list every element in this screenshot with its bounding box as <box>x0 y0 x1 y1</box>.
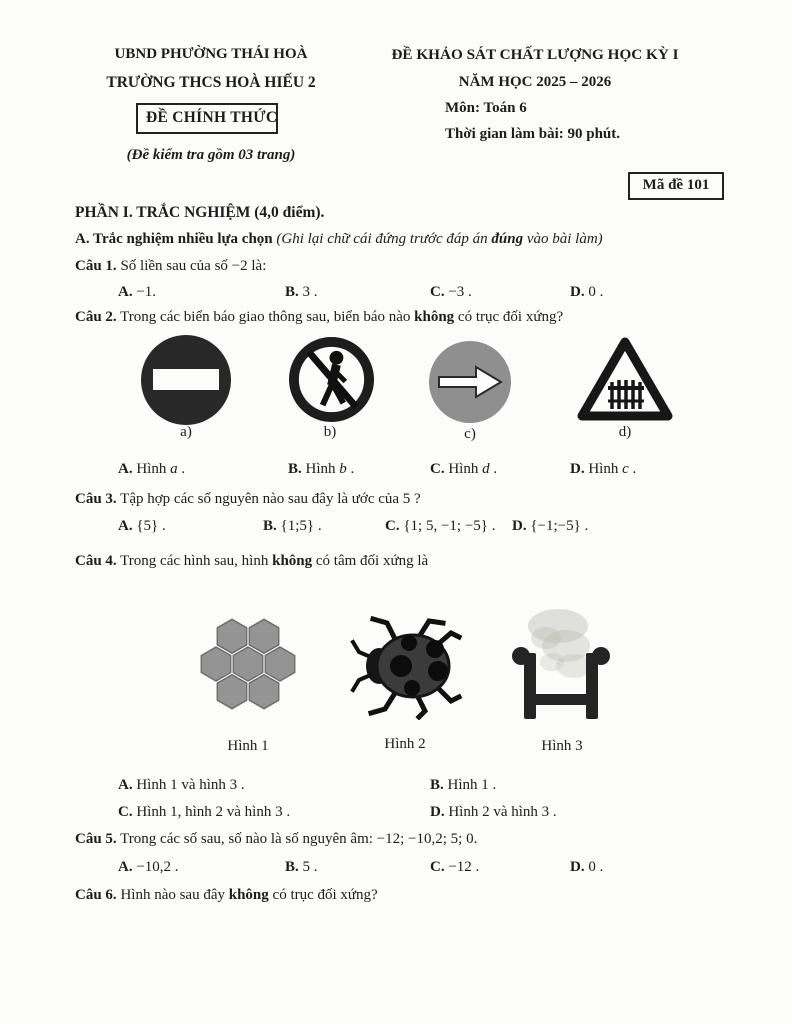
question-4-label: Câu 4. <box>75 553 117 569</box>
part1-heading: PHẦN I. TRẮC NGHIỆM (4,0 điểm). <box>75 204 325 221</box>
figure-1-caption: Hình 1 <box>227 738 269 754</box>
q4-option-c: C. Hình 1, hình 2 và hình 3 . <box>118 804 291 820</box>
q1-option-d: D. 0 . <box>570 284 604 300</box>
q1-option-a: A. −1. <box>118 284 157 300</box>
figure-2-caption: Hình 2 <box>384 736 426 752</box>
q4-option-b: B. Hình 1 . <box>430 777 497 793</box>
question-6-text-pre: Hình nào sau đây <box>116 887 229 903</box>
q3-option-d: D. {−1;−5} . <box>512 518 589 534</box>
question-6-text-post: có trục đối xứng? <box>268 887 378 903</box>
official-exam-box <box>136 103 278 134</box>
no-pedestrian-sign-icon <box>288 336 375 423</box>
q3-option-c: C. {1; 5, −1; −5} . <box>385 518 496 534</box>
question-2-text-bold: không <box>414 309 455 325</box>
q2-option-d: D. Hình c . <box>570 461 637 477</box>
no-entry-sign-icon <box>140 334 232 426</box>
question-3-text: Tập hợp các số nguyên nào sau đây là ước của 5 ? <box>116 491 421 507</box>
honeycomb-figure-icon <box>195 608 301 720</box>
question-2 <box>75 309 563 326</box>
bench-figure-icon <box>508 604 614 726</box>
question-6 <box>75 887 378 904</box>
question-6-text-bold: không <box>228 887 269 903</box>
school-name: TRƯỜNG THCS HOÀ HIẾU 2 <box>106 74 316 91</box>
question-2-text-pre: Trong các biển báo giao thông sau, biển báo nào <box>116 309 415 325</box>
question-1-label: Câu 1. <box>75 258 117 274</box>
one-way-arrow-sign-icon <box>428 340 512 424</box>
sign-label-b: b) <box>323 424 337 440</box>
figure-3-caption: Hình 3 <box>541 738 583 754</box>
q2-option-b: B. Hình b . <box>288 461 355 477</box>
question-4-text-post: có tâm đối xứng là <box>312 553 429 569</box>
school-year: NĂM HỌC 2025 – 2026 <box>458 74 612 90</box>
q1-option-c: C. −3 . <box>430 284 472 300</box>
org-name: UBND PHƯỜNG THÁI HOÀ <box>114 46 308 62</box>
railway-crossing-sign-icon <box>577 335 673 423</box>
q4-option-a: A. Hình 1 và hình 3 . <box>118 777 245 793</box>
section-a-title: A. Trắc nghiệm nhiều lựa chọn <box>75 231 277 247</box>
q3-option-b: B. {1;5} . <box>263 518 322 534</box>
sign-label-a: a) <box>180 424 192 440</box>
exam-code-box <box>628 172 724 200</box>
question-2-text-post: có trục đối xứng? <box>454 309 564 325</box>
question-1-text: Số liền sau của số −2 là: <box>116 258 267 274</box>
question-4-text-pre: Trong các hình sau, hình <box>116 553 273 569</box>
ladybug-figure-icon <box>345 612 465 720</box>
question-5 <box>75 831 477 848</box>
q3-option-a: A. {5} . <box>118 518 166 534</box>
q5-option-d: D. 0 . <box>570 859 604 875</box>
section-a-heading <box>75 231 603 248</box>
official-exam-label: ĐỀ CHÍNH THỨC <box>146 109 278 126</box>
duration-line: Thời gian làm bài: 90 phút. <box>445 126 621 142</box>
question-3 <box>75 491 421 508</box>
q2-option-a: A. Hình a . <box>118 461 186 477</box>
exam-title: ĐỀ KHẢO SÁT CHẤT LƯỢNG HỌC KỲ I <box>391 46 679 63</box>
q5-option-a: A. −10,2 . <box>118 859 179 875</box>
q4-option-d: D. Hình 2 và hình 3 . <box>430 804 557 820</box>
question-1 <box>75 258 266 275</box>
exam-code: Mã đề 101 <box>642 177 710 193</box>
section-a-note-pre: (Ghi lại chữ cái đứng trước đáp án <box>276 231 492 247</box>
subject-line: Môn: Toán 6 <box>445 100 527 116</box>
question-4 <box>75 553 428 570</box>
q5-option-c: C. −12 . <box>430 859 480 875</box>
question-3-label: Câu 3. <box>75 491 117 507</box>
q1-option-b: B. 3 . <box>285 284 318 300</box>
question-5-label: Câu 5. <box>75 831 117 847</box>
sign-label-c: c) <box>464 426 476 442</box>
q2-option-c: C. Hình d . <box>430 461 498 477</box>
sign-label-d: d) <box>618 424 632 440</box>
section-a-note-bold: đúng <box>491 231 524 247</box>
pages-note: (Đề kiểm tra gồm 03 trang) <box>126 147 296 163</box>
q5-option-b: B. 5 . <box>285 859 318 875</box>
question-6-label: Câu 6. <box>75 887 117 903</box>
question-2-label: Câu 2. <box>75 309 117 325</box>
question-5-text: Trong các số sau, số nào là số nguyên âm: −12; −10,2; 5; 0. <box>116 831 478 847</box>
question-4-text-bold: không <box>272 553 313 569</box>
section-a-note-post: vào bài làm) <box>523 231 603 247</box>
